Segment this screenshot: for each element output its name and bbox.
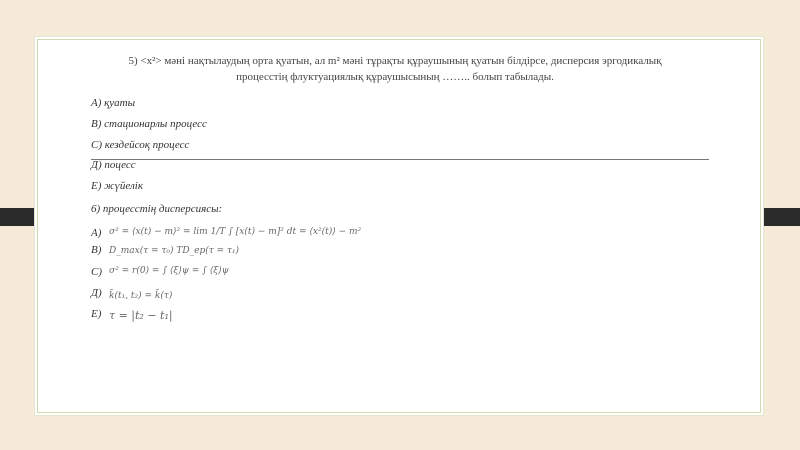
answer-b-formula: D_max(τ = τ₀) TD_ep(τ = τ₁) (109, 246, 240, 256)
slide-inner-border (37, 39, 761, 413)
answer-e-letter: Е) (91, 308, 102, 320)
question-6: 6) процесстің дисперсиясы: (91, 203, 223, 215)
answer-b-letter: В) (91, 244, 102, 256)
slide (34, 36, 764, 416)
answer-a-letter: А) (91, 227, 102, 239)
option-e: Е) жүйелік (91, 180, 143, 192)
question-text: <x²> мәні нақтылаудың орта қуатын, ал m² мәні тұрақты құраушының қуатын білдірсе, дисперсия эргодикалық процесстің флуктуациялық құраушысының …….. болып табылады. (140, 55, 662, 83)
option-a: А) қуаты (91, 97, 136, 109)
answer-c-formula: σ² = r(0) = ∫ ⟨ξ⟩ψ = ∫ ⟨ξ⟩ψ (109, 266, 229, 276)
option-c: С) кездейсоқ процесс (91, 139, 190, 151)
answer-e-formula: τ = |t₂ − t₁| (109, 309, 173, 322)
answer-d-formula: k̃(t₁, t₂) = k̃(τ) (109, 291, 173, 301)
answer-d-letter: Д) (91, 287, 102, 299)
answer-a-formula: σ² = ⟨x(t) − m⟩² = lim 1/T ∫ [x(t) − m]² dt = ⟨x²(t)⟩ − m² (109, 227, 362, 237)
answer-c-letter: С) (91, 266, 102, 278)
question-5 (115, 53, 675, 85)
option-d: Д) поцесс (91, 159, 136, 171)
question-number: 5) (128, 55, 138, 67)
divider-line (91, 159, 709, 160)
option-b: В) стационарлы процесс (91, 118, 207, 130)
